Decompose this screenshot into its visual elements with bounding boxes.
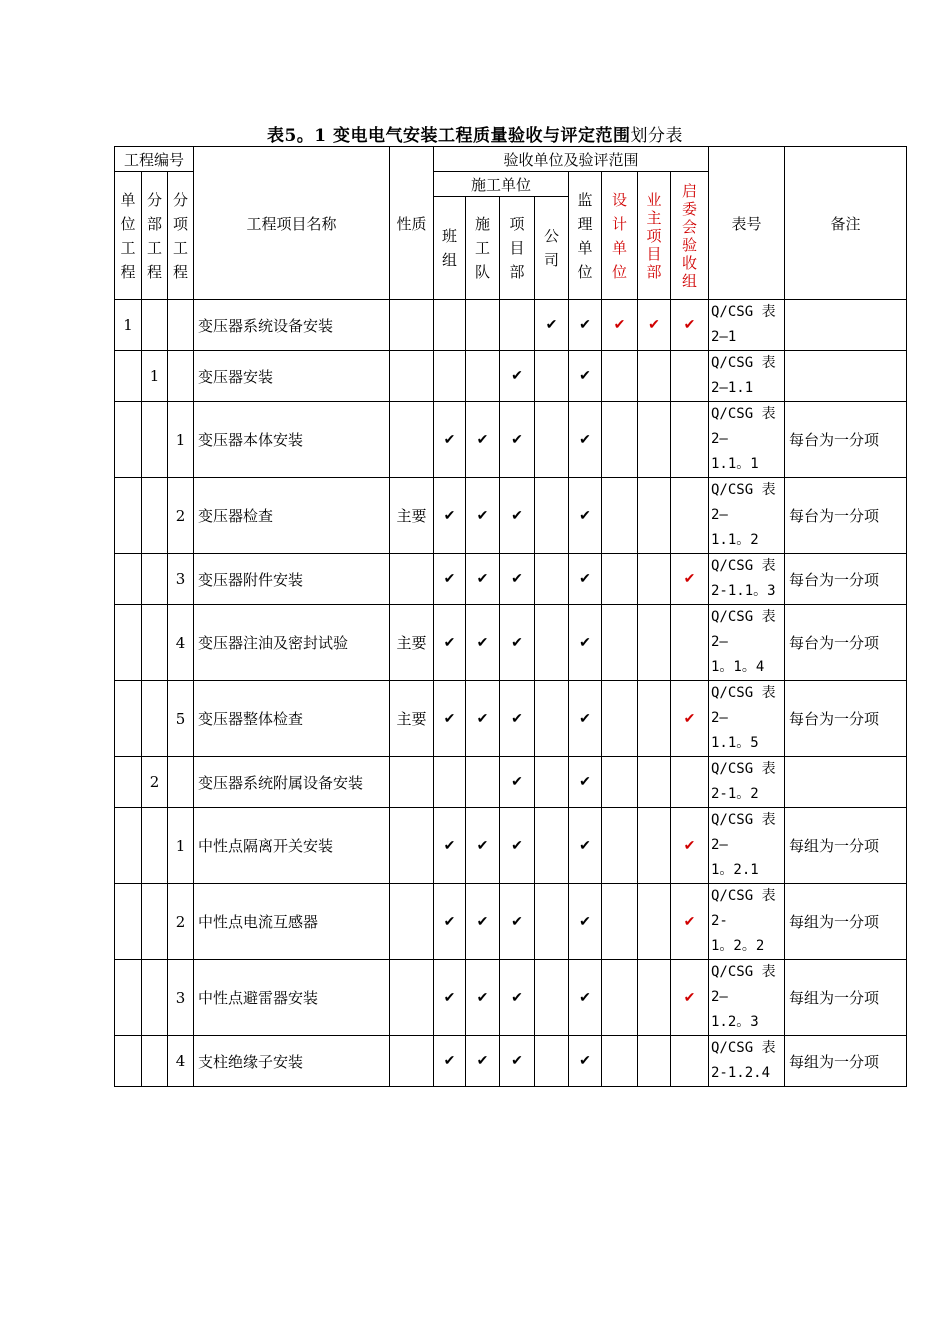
check-startup-committee: ✔ [671, 884, 709, 960]
cell-remarks: 每组为一分项 [785, 808, 907, 884]
cell-division: 2 [142, 757, 168, 808]
check-design [602, 605, 638, 681]
table-row [115, 808, 907, 884]
cell-name: 变压器附件安装 [194, 554, 390, 605]
table-row [115, 1036, 907, 1087]
check-owner-dept [638, 808, 671, 884]
cell-nature: 主要 [390, 681, 434, 757]
cell-nature [390, 960, 434, 1036]
check-startup-committee: ✔ [671, 808, 709, 884]
check-company [535, 554, 569, 605]
check-startup-committee [671, 351, 709, 402]
cell-unit [115, 757, 142, 808]
check-team: ✔ [434, 402, 466, 478]
check-supervision: ✔ [569, 960, 602, 1036]
check-owner-dept [638, 554, 671, 605]
cell-item: 3 [168, 554, 194, 605]
table-row [115, 757, 907, 808]
check-team: ✔ [434, 884, 466, 960]
check-owner-dept [638, 1036, 671, 1087]
cell-unit [115, 605, 142, 681]
check-owner-dept [638, 884, 671, 960]
check-design [602, 808, 638, 884]
check-team: ✔ [434, 808, 466, 884]
table-row [115, 884, 907, 960]
table-row [115, 402, 907, 478]
header-unit: 单位工程 [115, 172, 142, 300]
cell-name: 变压器安装 [194, 351, 390, 402]
check-startup-committee: ✔ [671, 681, 709, 757]
check-supervision: ✔ [569, 300, 602, 351]
header-name: 工程项目名称 [194, 147, 390, 300]
check-owner-dept [638, 402, 671, 478]
check-owner-dept [638, 605, 671, 681]
cell-division: 1 [142, 351, 168, 402]
header-startup-committee: 启委会验收组 [671, 172, 709, 300]
cell-unit [115, 554, 142, 605]
check-project-dept [500, 300, 535, 351]
cell-form-no: Q/CSG 表 2— 1。2.1 [709, 808, 785, 884]
check-crew [466, 300, 500, 351]
cell-nature [390, 1036, 434, 1087]
table-row [115, 351, 907, 402]
check-startup-committee: ✔ [671, 960, 709, 1036]
cell-division [142, 808, 168, 884]
check-project-dept: ✔ [500, 884, 535, 960]
header-remarks: 备注 [785, 147, 907, 300]
check-crew: ✔ [466, 478, 500, 554]
check-design [602, 960, 638, 1036]
cell-remarks [785, 757, 907, 808]
check-design [602, 554, 638, 605]
cell-nature [390, 351, 434, 402]
check-project-dept: ✔ [500, 351, 535, 402]
cell-unit [115, 960, 142, 1036]
check-owner-dept [638, 757, 671, 808]
check-supervision: ✔ [569, 351, 602, 402]
cell-unit [115, 478, 142, 554]
acceptance-scope-table [114, 146, 907, 1087]
cell-form-no: Q/CSG 表 2—1.1 [709, 351, 785, 402]
cell-item [168, 300, 194, 351]
cell-form-no: Q/CSG 表 2— 1.1。5 [709, 681, 785, 757]
cell-nature [390, 554, 434, 605]
cell-unit [115, 351, 142, 402]
check-startup-committee [671, 402, 709, 478]
table-row [115, 605, 907, 681]
cell-item: 1 [168, 402, 194, 478]
cell-item: 5 [168, 681, 194, 757]
header-nature: 性质 [390, 147, 434, 300]
cell-nature: 主要 [390, 605, 434, 681]
check-supervision: ✔ [569, 478, 602, 554]
header-item: 分项工程 [168, 172, 194, 300]
cell-division [142, 554, 168, 605]
check-crew [466, 757, 500, 808]
cell-name: 变压器系统设备安装 [194, 300, 390, 351]
check-startup-committee: ✔ [671, 554, 709, 605]
cell-item: 4 [168, 605, 194, 681]
cell-remarks [785, 300, 907, 351]
cell-division [142, 402, 168, 478]
table-title-rest: 划分表 [630, 126, 684, 146]
check-crew: ✔ [466, 402, 500, 478]
check-supervision: ✔ [569, 554, 602, 605]
check-supervision: ✔ [569, 605, 602, 681]
cell-form-no: Q/CSG 表 2— 1.1。2 [709, 478, 785, 554]
cell-item [168, 351, 194, 402]
cell-form-no: Q/CSG 表 2— 1.1。1 [709, 402, 785, 478]
check-owner-dept [638, 960, 671, 1036]
cell-item: 3 [168, 960, 194, 1036]
header-supervision: 监理单位 [569, 172, 602, 300]
table-title [0, 121, 950, 146]
check-startup-committee [671, 1036, 709, 1087]
cell-name: 中性点隔离开关安装 [194, 808, 390, 884]
cell-remarks: 每台为一分项 [785, 681, 907, 757]
check-design [602, 884, 638, 960]
cell-division [142, 300, 168, 351]
check-project-dept: ✔ [500, 757, 535, 808]
check-project-dept: ✔ [500, 605, 535, 681]
check-supervision: ✔ [569, 808, 602, 884]
check-company [535, 351, 569, 402]
header-owner-dept: 业主项目部 [638, 172, 671, 300]
cell-unit [115, 402, 142, 478]
cell-item: 2 [168, 884, 194, 960]
check-design [602, 402, 638, 478]
cell-nature [390, 757, 434, 808]
cell-unit [115, 808, 142, 884]
cell-form-no: Q/CSG 表 2- 1。2。2 [709, 884, 785, 960]
cell-unit [115, 884, 142, 960]
cell-name: 变压器注油及密封试验 [194, 605, 390, 681]
check-supervision: ✔ [569, 402, 602, 478]
check-team: ✔ [434, 605, 466, 681]
check-team [434, 351, 466, 402]
cell-form-no: Q/CSG 表 2—1 [709, 300, 785, 351]
check-owner-dept: ✔ [638, 300, 671, 351]
check-supervision: ✔ [569, 681, 602, 757]
check-crew [466, 351, 500, 402]
cell-form-no: Q/CSG 表 2— 1。1。4 [709, 605, 785, 681]
check-team: ✔ [434, 960, 466, 1036]
cell-name: 变压器整体检查 [194, 681, 390, 757]
header-crew: 施工队 [466, 197, 500, 300]
check-crew: ✔ [466, 681, 500, 757]
header-project-no: 工程编号 [115, 147, 194, 172]
check-team: ✔ [434, 554, 466, 605]
cell-item: 1 [168, 808, 194, 884]
cell-nature [390, 300, 434, 351]
cell-division [142, 960, 168, 1036]
cell-nature: 主要 [390, 478, 434, 554]
check-company [535, 808, 569, 884]
check-team: ✔ [434, 478, 466, 554]
check-design [602, 478, 638, 554]
check-crew: ✔ [466, 554, 500, 605]
check-supervision: ✔ [569, 757, 602, 808]
table-row [115, 478, 907, 554]
cell-remarks: 每台为一分项 [785, 478, 907, 554]
check-company [535, 681, 569, 757]
header-company: 公司 [535, 197, 569, 300]
cell-name: 支柱绝缘子安装 [194, 1036, 390, 1087]
cell-division [142, 605, 168, 681]
cell-name: 变压器检查 [194, 478, 390, 554]
check-design [602, 681, 638, 757]
header-acceptance-scope: 验收单位及验评范围 [434, 147, 709, 172]
header-division: 分部工程 [142, 172, 168, 300]
cell-nature [390, 808, 434, 884]
cell-remarks: 每台为一分项 [785, 554, 907, 605]
check-project-dept: ✔ [500, 478, 535, 554]
check-company [535, 960, 569, 1036]
cell-item [168, 757, 194, 808]
check-project-dept: ✔ [500, 960, 535, 1036]
check-project-dept: ✔ [500, 681, 535, 757]
check-supervision: ✔ [569, 1036, 602, 1087]
cell-remarks: 每组为一分项 [785, 960, 907, 1036]
check-company [535, 478, 569, 554]
cell-remarks: 每台为一分项 [785, 605, 907, 681]
check-crew: ✔ [466, 960, 500, 1036]
header-construction-unit: 施工单位 [434, 172, 569, 197]
check-company [535, 757, 569, 808]
check-design [602, 1036, 638, 1087]
table-row [115, 300, 907, 351]
check-design [602, 757, 638, 808]
cell-nature [390, 402, 434, 478]
check-owner-dept [638, 681, 671, 757]
header-team: 班组 [434, 197, 466, 300]
cell-remarks: 每组为一分项 [785, 884, 907, 960]
cell-name: 变压器本体安装 [194, 402, 390, 478]
cell-form-no: Q/CSG 表 2-1.1。3 [709, 554, 785, 605]
cell-division [142, 1036, 168, 1087]
check-startup-committee [671, 478, 709, 554]
cell-name: 中性点电流互感器 [194, 884, 390, 960]
cell-remarks: 每台为一分项 [785, 402, 907, 478]
check-project-dept: ✔ [500, 808, 535, 884]
check-team [434, 757, 466, 808]
check-startup-committee [671, 605, 709, 681]
cell-form-no: Q/CSG 表 2-1。2 [709, 757, 785, 808]
header-design: 设计单位 [602, 172, 638, 300]
check-crew: ✔ [466, 1036, 500, 1087]
check-company [535, 884, 569, 960]
check-crew: ✔ [466, 808, 500, 884]
check-startup-committee [671, 757, 709, 808]
table-title-main: 表5。1 变电电气安装工程质量验收与评定范围 [266, 126, 631, 146]
cell-division [142, 478, 168, 554]
cell-form-no: Q/CSG 表 2— 1.2。3 [709, 960, 785, 1036]
check-supervision: ✔ [569, 884, 602, 960]
check-crew: ✔ [466, 605, 500, 681]
cell-division [142, 681, 168, 757]
check-company [535, 605, 569, 681]
table-row [115, 681, 907, 757]
check-project-dept: ✔ [500, 554, 535, 605]
cell-form-no: Q/CSG 表 2-1.2.4 [709, 1036, 785, 1087]
check-team: ✔ [434, 1036, 466, 1087]
cell-name: 中性点避雷器安装 [194, 960, 390, 1036]
check-design: ✔ [602, 300, 638, 351]
check-design [602, 351, 638, 402]
cell-item: 4 [168, 1036, 194, 1087]
check-owner-dept [638, 351, 671, 402]
cell-unit [115, 1036, 142, 1087]
header-form-no: 表号 [709, 147, 785, 300]
cell-unit: 1 [115, 300, 142, 351]
check-company: ✔ [535, 300, 569, 351]
table-row [115, 960, 907, 1036]
check-project-dept: ✔ [500, 1036, 535, 1087]
check-owner-dept [638, 478, 671, 554]
cell-remarks [785, 351, 907, 402]
table-row [115, 554, 907, 605]
cell-division [142, 884, 168, 960]
check-project-dept: ✔ [500, 402, 535, 478]
check-company [535, 402, 569, 478]
check-crew: ✔ [466, 884, 500, 960]
cell-item: 2 [168, 478, 194, 554]
header-project-dept: 项目部 [500, 197, 535, 300]
cell-unit [115, 681, 142, 757]
check-team: ✔ [434, 681, 466, 757]
check-startup-committee: ✔ [671, 300, 709, 351]
cell-name: 变压器系统附属设备安装 [194, 757, 390, 808]
cell-remarks: 每组为一分项 [785, 1036, 907, 1087]
cell-nature [390, 884, 434, 960]
check-company [535, 1036, 569, 1087]
check-team [434, 300, 466, 351]
